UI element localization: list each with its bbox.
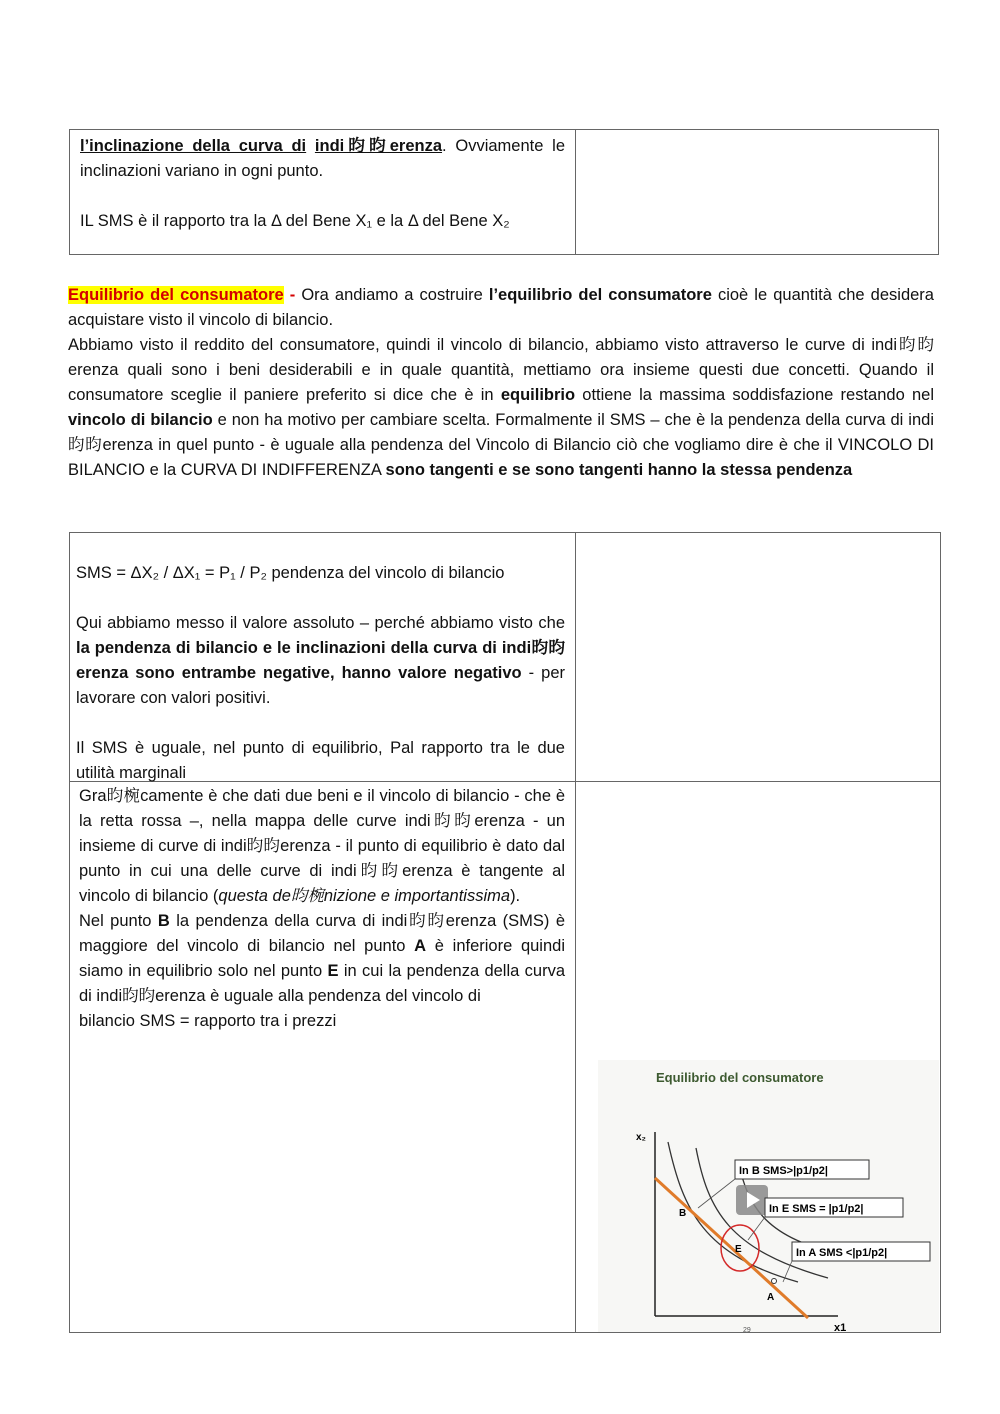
point-e-bold: E [327,962,339,980]
page-number: 29 [743,1327,751,1332]
graphic-text-cell [70,782,576,1333]
abs-text-2: - per lavorare con valori positivi. [76,664,566,707]
point-text-4: in cui la pendenza della curva di indi昀昀erenza è uguale alla pendenza del vincolo di [79,962,566,1005]
table-top-right-cell [576,130,939,255]
figure-title: Equilibrio del consumatore [656,1070,824,1085]
para-bold-1: l’equilibrio del consumatore [488,286,712,304]
para-text-3: Abbiamo visto il reddito del consumatore, quindi il vincolo di bilancio, abbiamo visto attraverso le curve di indi昀昀erenza quali sono i beni desiderabili e in quale quantità, mettiamo ora insieme questi due concetti. Quando il consumatore sceglie il paniere preferito si dice che è in [68,336,934,404]
label-b-text: In B SMS>|p1/p2| [739,1165,828,1177]
y-axis-label: x₂ [636,1132,647,1143]
para-bold-2: equilibrio [500,386,576,404]
point-b-bold: B [157,912,170,930]
inclination-phrase: l’inclinazione della curva di [80,137,307,155]
label-e-text: In E SMS = |p1/p2| [769,1203,864,1215]
pointer-b [698,1179,735,1208]
para-text-5: e non ha motivo per cambiare scelta. Formalmente il SMS – che è la pendenza della curva di indi昀昀erenza in quel punto - è uguale alla pendenza del Vincolo di Bilancio ciò che vogliamo dire è che il VINCOLO DI BILANCIO e la CURVA DI INDIFFERENZA [68,411,934,479]
point-text-5: bilancio SMS = rapporto tra i prezzi [79,1012,337,1030]
abs-bold: la pendenza di bilancio e le inclinazioni della curva di indi昀昀erenza sono entrambe negative, hanno valore negativo [76,639,565,682]
equilibrium-diagram [598,1060,939,1332]
marginal-utility-text: Il SMS è uguale, nel punto di equilibrio, Pal rapporto tra le due utilità marginali [76,739,565,782]
sms-formula: SMS = ΔX₂ / ΔX₁ = P₁ / P₂ pendenza del vincolo di bilancio [76,564,505,582]
inclination-text: . Ovviamente le inclinazioni variano in ogni punto. [80,137,565,180]
point-text-2: la pendenza della curva di indi昀昀erenza (SMS) è maggiore del vincolo di bilancio nel punto [79,912,566,955]
equilibrium-paragraph [68,283,934,483]
section-heading: Equilibrio del consumatore [68,286,284,304]
graphic-text-2: ). [510,887,521,905]
graphic-italic: questa de昀椀nizione e importantissima [218,887,511,905]
para-text-2: cioè le quantità che desidera acquistare visto il vincolo di bilancio. [68,286,934,329]
point-text-3: è inferiore quindi siamo in equilibrio solo nel punto [79,937,565,980]
point-text-1: Nel punto [79,912,158,930]
para-bold-3: vincolo di bilancio [68,411,213,429]
formula-right-cell [576,533,941,782]
point-a-label: A [767,1292,775,1303]
table-top-left-cell [70,130,576,255]
para-text-4: ottiene la massima soddisfazione restando nel [575,386,934,404]
point-e-label: E [735,1244,742,1255]
consumer-equilibrium-figure [598,1060,939,1332]
para-bold-4: sono tangenti e se sono tangenti hanno la stessa pendenza [385,461,853,479]
indifference-word: indi昀昀erenza [314,137,443,155]
point-a-bold: A [414,937,427,955]
sms-definition: IL SMS è il rapporto tra la Δ del Bene X₁ e la Δ del Bene X₂ [80,212,510,230]
point-a-marker [772,1279,777,1284]
table-top [69,129,939,255]
formula-cell [70,533,576,782]
para-text-1: Ora andiamo a costruire [295,286,489,304]
point-b-label: B [679,1208,687,1219]
absolute-value-text [76,611,565,711]
graphic-text-1: Gra昀椀camente è che dati due beni e il vincolo di bilancio - che è la retta rossa –, nella mappa delle curve indi昀昀erenza - un insieme di curve di indi昀昀erenza - il punto di equilibrio è dato dal punto in cui una delle curve di indi昀昀erenza è tangente al vincolo di bilancio ( [79,787,565,905]
label-a-text: In A SMS <|p1/p2| [796,1247,888,1259]
heading-dash: - [283,286,296,304]
x-axis-label: x1 [834,1322,847,1332]
abs-text-1: Qui abbiamo messo il valore assoluto – perché abbiamo visto che [76,614,565,632]
